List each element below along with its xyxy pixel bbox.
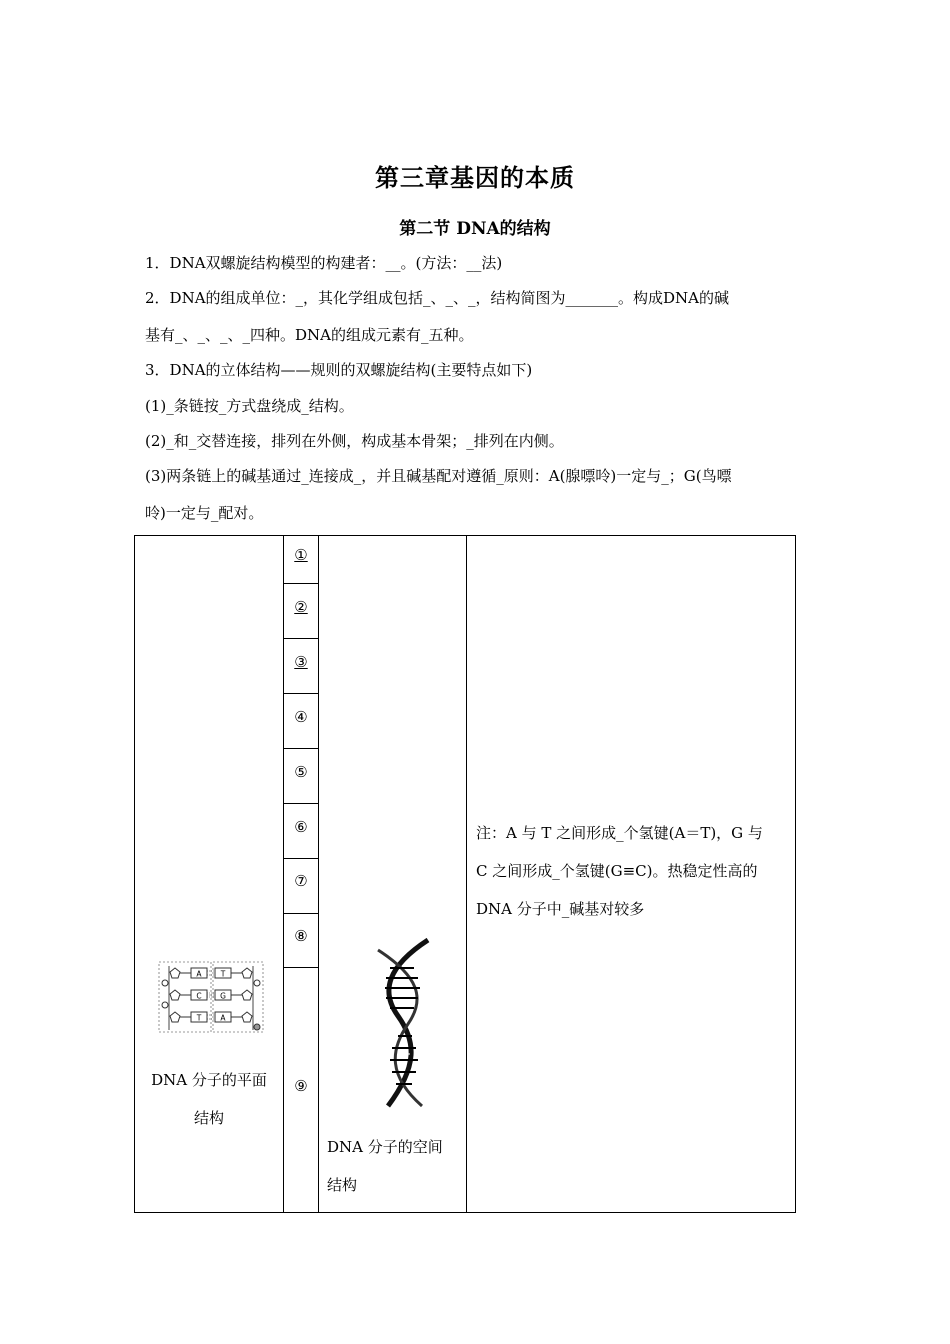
blank-number-5: ⑤ — [294, 763, 308, 781]
space-caption-line-1: DNA 分子的空间 — [327, 1138, 443, 1156]
base-label: G — [220, 991, 226, 1001]
blank-number-2: ② — [294, 598, 308, 616]
paragraph-2-line-2: 基有_、_、_、_四种。DNA的组成元素有_五种。 — [145, 326, 474, 344]
table-divider — [283, 583, 318, 584]
table-divider — [283, 913, 318, 914]
table-divider — [283, 803, 318, 804]
base-label: T — [196, 1013, 202, 1023]
table-divider — [283, 693, 318, 694]
chapter-title: 第三章基因的本质 — [375, 163, 575, 192]
paragraph-3-item-3-line-1: (3)两条链上的碱基通过_连接成_，并且碱基配对遵循_原则：A(腺嘌呤)一定与_；G(鸟嘌 — [145, 467, 732, 485]
blank-number-9: ⑨ — [294, 1077, 308, 1095]
space-structure-caption — [327, 1128, 466, 1204]
paragraph-3: 3．DNA的立体结构——规则的双螺旋结构(主要特点如下) — [145, 361, 533, 379]
paragraph-1: 1．DNA双螺旋结构模型的构建者：__。(方法：__法) — [145, 254, 503, 272]
space-caption-line-2: 结构 — [327, 1176, 358, 1194]
paragraph-3-item-2: (2)_和_交替连接，排列在外侧，构成基本骨架；_排列在内侧。 — [145, 432, 564, 450]
table-divider — [318, 536, 319, 1212]
blank-number-1: ① — [294, 546, 308, 564]
blank-number-8: ⑧ — [294, 927, 308, 945]
note-line-2: C 之间形成_个氢键(G≡C)。热稳定性高的 — [476, 862, 758, 880]
table-divider — [466, 536, 467, 1212]
blank-number-7: ⑦ — [294, 872, 308, 890]
blank-number-4: ④ — [294, 708, 308, 726]
base-label: C — [196, 991, 202, 1001]
blank-number-6: ⑥ — [294, 818, 308, 836]
base-label: A — [196, 969, 202, 979]
dna-plane-structure-diagram — [157, 958, 267, 1036]
base-label: A — [220, 1013, 226, 1023]
plane-structure-caption — [135, 1061, 283, 1137]
note-line-3: DNA 分子中_碱基对较多 — [476, 900, 645, 918]
base-label: T — [220, 969, 226, 979]
note-line-1: 注：A 与 T 之间形成_个氢键(A＝T)，G 与 — [476, 824, 763, 842]
table-divider — [283, 967, 318, 968]
paragraph-3-item-3-line-2: 呤)一定与_配对。 — [145, 504, 264, 522]
paragraph-2-line-1: 2．DNA的组成单位：_，其化学组成包括_、_、_，结构简图为_______。构成DNA的碱 — [145, 289, 730, 307]
dna-structure-table — [134, 535, 796, 1213]
dna-double-helix-image — [368, 936, 438, 1112]
table-divider — [283, 638, 318, 639]
plane-caption-line-2: 结构 — [193, 1109, 224, 1127]
hydrogen-bond-note — [476, 814, 794, 928]
blank-number-3: ③ — [294, 653, 308, 671]
table-divider — [283, 858, 318, 859]
section-title: 第二节 DNA的结构 — [399, 219, 551, 239]
table-divider — [283, 748, 318, 749]
plane-caption-line-1: DNA 分子的平面 — [151, 1071, 267, 1089]
paragraph-3-item-1: (1)_条链按_方式盘绕成_结构。 — [145, 397, 354, 415]
